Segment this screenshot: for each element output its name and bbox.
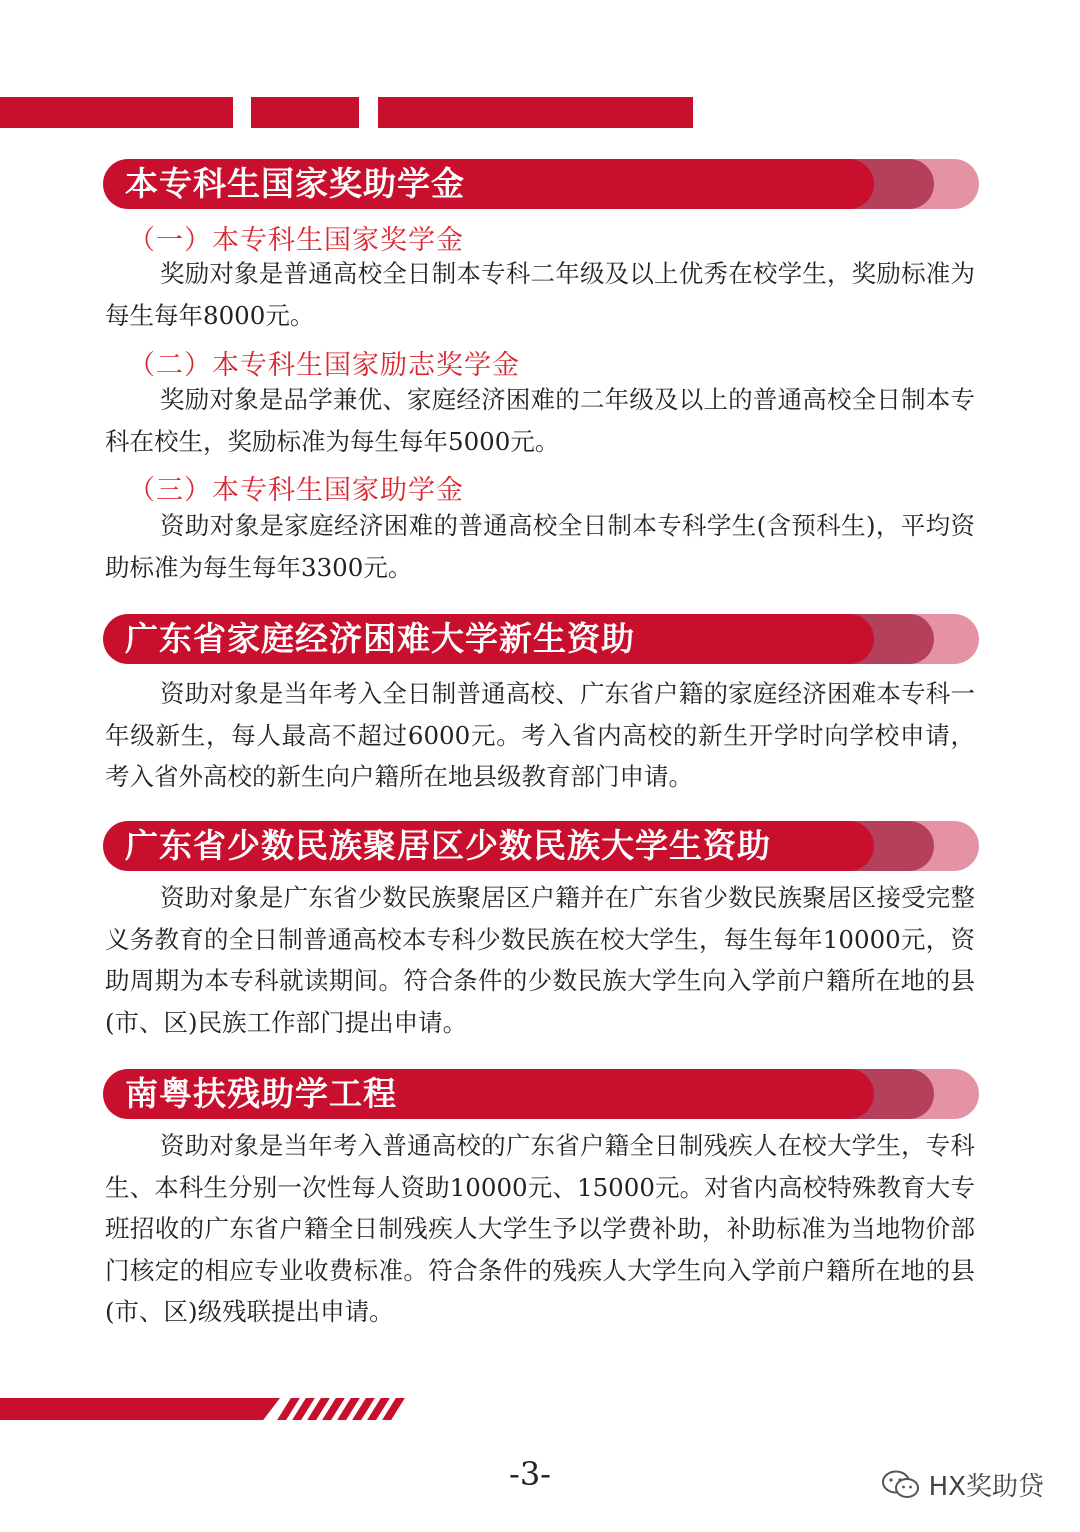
paragraph-minority-aid: 资助对象是广东省少数民族聚居区户籍并在广东省少数民族聚居区接受完整义务教育的全日制普通高校本专科少数民族在校大学生，每生每年10000元，资助周期为本专科就读期间。符合条件的少数民族大学生向入学前户籍所在地的县(市、区)民族工作部门提出申请。 (105, 883, 975, 1037)
paragraph-inspirational-scholarship: 奖励对象是品学兼优、家庭经济困难的二年级及以上的普通高校全日制本专科在校生，奖励标准为每生每年5000元。 (105, 385, 975, 456)
paragraph-freshman-aid: 资助对象是当年考入全日制普通高校、广东省户籍的家庭经济困难本专科一年级新生，每人最高不超过6000元。考入省内高校的新生开学时向学校申请，考入省外高校的新生向户籍所在地县级教育部门申请。 (105, 679, 975, 791)
subheading-national-grant: （三）本专科生国家助学金 (128, 475, 464, 506)
section-title: 南粤扶残助学工程 (125, 1074, 397, 1113)
watermark-text: HX奖助贷 (928, 1472, 1044, 1502)
section-header-disability-aid (103, 1069, 979, 1119)
top-decor-bar-1 (0, 97, 233, 128)
paragraph-national-scholarship: 奖励对象是普通高校全日制本专科二年级及以上优秀在校学生，奖励标准为每生每年8000元。 (105, 259, 975, 330)
section-header-freshman-aid (103, 614, 979, 664)
bottom-decor-bar (0, 1398, 280, 1420)
section-header-national-scholarship (103, 159, 979, 209)
paragraph-disability-aid: 资助对象是当年考入普通高校的广东省户籍全日制残疾人在校大学生，专科生、本科生分别一次性每人资助10000元、15000元。对省内高校特殊教育大专班招收的广东省户籍全日制残疾人大学生予以学费补助，补助标准为当地物价部门核定的相应专业收费标准。符合条件的残疾人大学生向入学前户籍所在地的县(市、区)级残联提出申请。 (105, 1131, 975, 1326)
section-title: 广东省少数民族聚居区少数民族大学生资助 (125, 826, 771, 865)
section-header-minority-aid (103, 821, 979, 871)
section-title: 本专科生国家奖助学金 (125, 164, 465, 203)
section-title: 广东省家庭经济困难大学新生资助 (125, 619, 635, 658)
page-number: -3- (509, 1455, 551, 1493)
subheading-national-scholarship: （一）本专科生国家奖学金 (128, 225, 464, 256)
wechat-icon (881, 1469, 921, 1501)
top-decor-bar-3 (378, 97, 693, 128)
subheading-inspirational-scholarship: （二）本专科生国家励志奖学金 (128, 350, 520, 381)
paragraph-national-grant: 资助对象是家庭经济困难的普通高校全日制本专科学生(含预科生)，平均资助标准为每生每年3300元。 (105, 511, 975, 582)
watermark (881, 1466, 1044, 1503)
top-decor-bar-2 (251, 97, 359, 128)
